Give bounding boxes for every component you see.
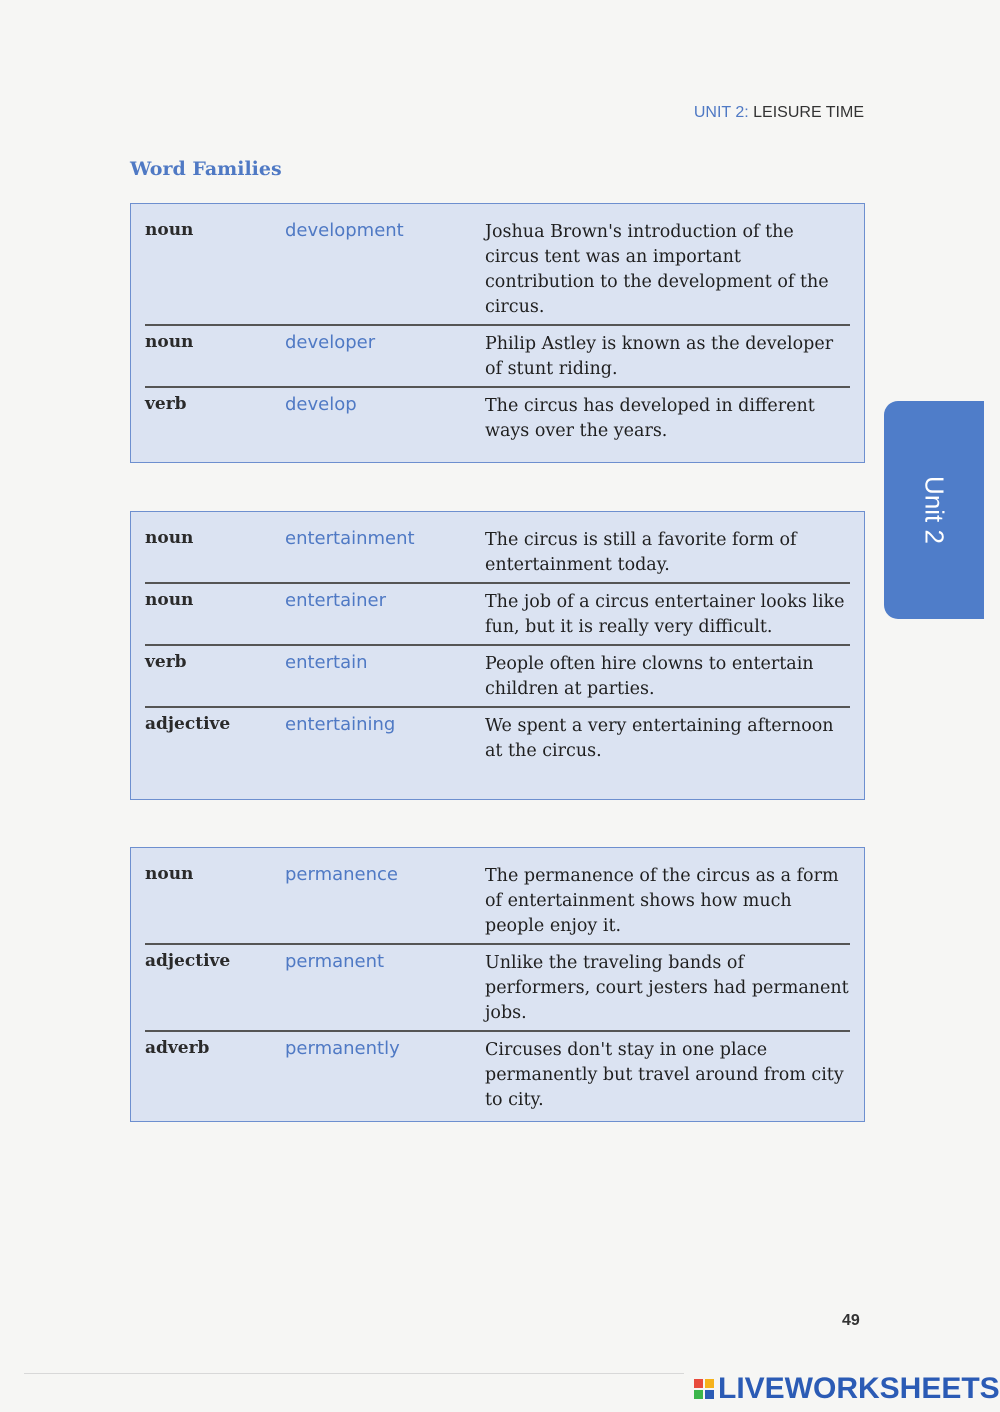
word-form: entertainment — [285, 528, 415, 549]
word-form: entertain — [285, 652, 368, 673]
part-of-speech: adjective — [145, 714, 231, 734]
table-row — [145, 1032, 850, 1117]
part-of-speech: noun — [145, 864, 194, 884]
part-of-speech: noun — [145, 332, 194, 352]
table-row — [145, 708, 850, 768]
part-of-speech: verb — [145, 652, 187, 672]
example-sentence: Joshua Brown's introduction of the circus tent was an important contribution to the development of the circus. — [485, 222, 829, 317]
example-sentence: Philip Astley is known as the developer of stunt riding. — [485, 334, 834, 379]
word-form: permanent — [285, 951, 385, 972]
unit-label: UNIT 2: — [693, 104, 749, 121]
table-row — [145, 584, 850, 646]
example-sentence: The circus is still a favorite form of entertainment today. — [485, 530, 797, 575]
word-form: permanence — [285, 864, 399, 885]
part-of-speech: noun — [145, 528, 194, 548]
table-row — [145, 326, 850, 388]
example-sentence: Unlike the traveling bands of performers, court jesters had permanent jobs. — [485, 953, 849, 1023]
word-form: entertainer — [285, 590, 386, 611]
unit-side-tab — [884, 401, 984, 619]
example-sentence: We spent a very entertaining afternoon at the circus. — [485, 716, 834, 761]
table-row — [145, 214, 850, 326]
word-family-entertain — [130, 511, 865, 800]
word-form: developer — [285, 332, 376, 353]
unit-side-tab-label: Unit 2 — [919, 476, 950, 544]
table-row — [145, 858, 850, 945]
example-sentence: The job of a circus entertainer looks like fun, but it is really very difficult. — [485, 592, 845, 637]
example-sentence: The circus has developed in different ways over the years. — [485, 396, 815, 441]
word-family-develop — [130, 203, 865, 463]
part-of-speech: verb — [145, 394, 187, 414]
unit-title: LEISURE TIME — [753, 104, 864, 121]
example-sentence: People often hire clowns to entertain children at parties. — [485, 654, 814, 699]
table-row — [145, 388, 850, 448]
example-sentence: Circuses don't stay in one place permanently but travel around from city to city. — [485, 1040, 844, 1110]
part-of-speech: noun — [145, 220, 194, 240]
liveworksheets-brand[interactable] — [694, 1372, 1000, 1406]
footer-divider — [24, 1373, 684, 1374]
unit-header — [694, 104, 864, 122]
word-form: permanently — [285, 1038, 400, 1059]
table-row — [145, 945, 850, 1032]
word-family-permanent — [130, 847, 865, 1122]
part-of-speech: noun — [145, 590, 194, 610]
table-row — [145, 522, 850, 584]
word-form: develop — [285, 394, 357, 415]
example-sentence: The permanence of the circus as a form of entertainment shows how much people enjoy it. — [485, 866, 839, 936]
word-form: development — [285, 220, 404, 241]
page-number: 49 — [842, 1312, 860, 1329]
part-of-speech: adverb — [145, 1038, 210, 1058]
table-row — [145, 646, 850, 708]
word-form: entertaining — [285, 714, 396, 735]
part-of-speech: adjective — [145, 951, 231, 971]
brand-name: LIVEWORKSHEETS — [718, 1372, 1000, 1405]
section-title: Word Families — [130, 158, 282, 180]
liveworksheets-logo-icon — [694, 1379, 714, 1399]
